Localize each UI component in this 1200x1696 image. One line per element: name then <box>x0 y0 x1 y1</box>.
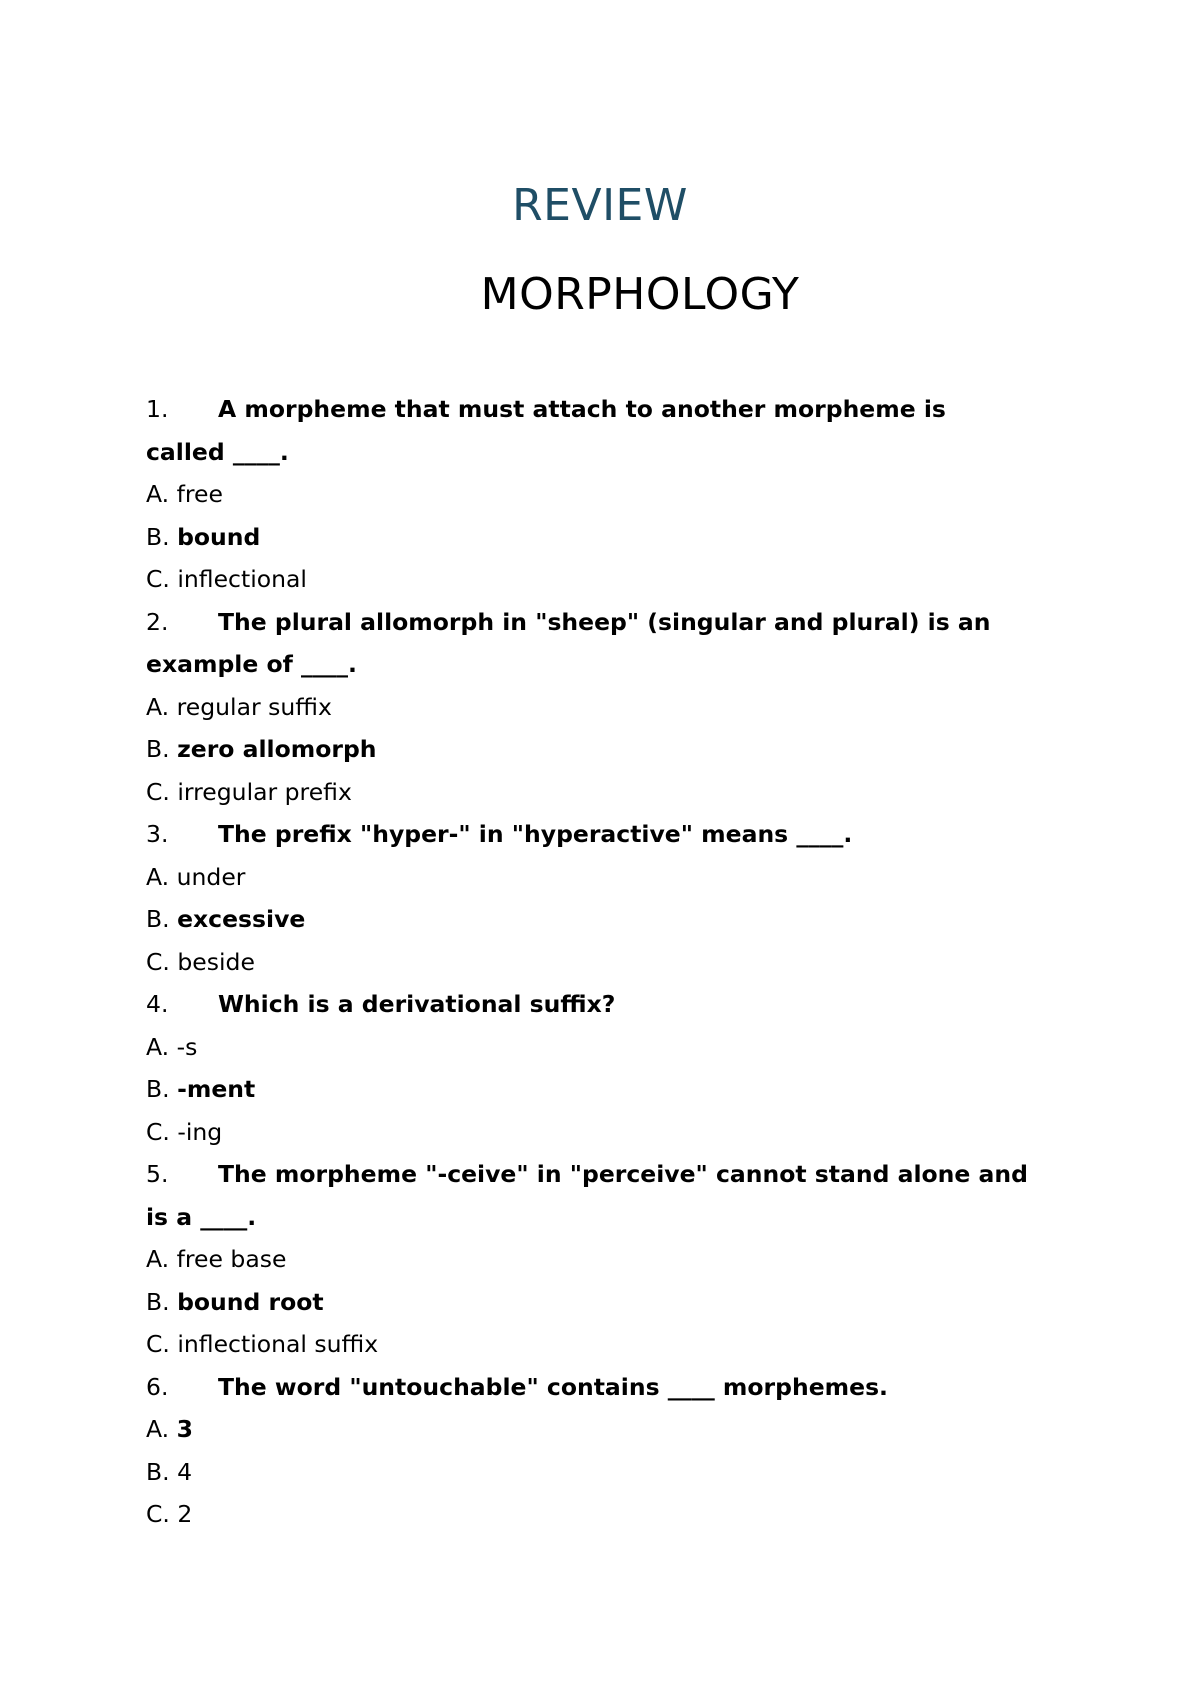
option-b <box>146 516 1076 559</box>
option-text: -ing <box>177 1117 223 1146</box>
option-a <box>146 473 1076 516</box>
option-text: free base <box>176 1245 287 1273</box>
option-text: inflectional suffix <box>177 1330 379 1358</box>
option-b <box>146 1068 1076 1111</box>
question-stem <box>146 813 1076 856</box>
question-2 <box>146 601 1076 814</box>
option-text: free <box>176 480 223 508</box>
option-c <box>146 1111 1076 1154</box>
option-text-correct: bound root <box>177 1287 324 1316</box>
option-c <box>146 1493 1076 1536</box>
option-a <box>146 686 1076 729</box>
question-stem <box>146 1153 1076 1196</box>
option-letter: B. <box>146 522 170 551</box>
question-1 <box>146 388 1076 601</box>
question-5 <box>146 1153 1076 1366</box>
option-text-correct: excessive <box>177 905 306 933</box>
option-letter: A. <box>146 1415 170 1443</box>
option-b <box>146 1281 1076 1324</box>
option-b <box>146 898 1076 941</box>
option-text: 4 <box>177 1457 193 1486</box>
option-letter: C. <box>146 565 170 593</box>
option-a <box>146 1026 1076 1069</box>
option-letter: C. <box>146 1117 170 1146</box>
question-stem-line-2: is a ____. <box>146 1202 257 1231</box>
option-text: 2 <box>177 1500 193 1528</box>
option-c <box>146 558 1076 601</box>
option-text-correct: bound <box>177 522 261 551</box>
page-subtitle: MORPHOLOGY <box>480 269 800 320</box>
option-letter: B. <box>146 1457 170 1486</box>
option-text-correct: 3 <box>176 1415 193 1443</box>
option-letter: B. <box>146 735 170 763</box>
page-title: REVIEW <box>512 180 688 231</box>
option-letter: A. <box>146 480 170 508</box>
question-3 <box>146 813 1076 983</box>
question-stem-line-1: The word "untouchable" contains ____ morphemes. <box>218 1372 888 1401</box>
question-stem-line-2: called ____. <box>146 437 289 466</box>
question-list <box>146 388 1076 1536</box>
option-text-correct: zero allomorph <box>177 735 377 763</box>
option-c <box>146 1323 1076 1366</box>
question-4 <box>146 983 1076 1153</box>
option-letter: A. <box>146 692 170 721</box>
option-text-correct: -ment <box>177 1075 256 1103</box>
option-letter: B. <box>146 905 170 933</box>
option-letter: A. <box>146 1032 170 1061</box>
option-letter: C. <box>146 1330 170 1358</box>
question-number: 5. <box>146 1160 169 1188</box>
question-stem <box>146 983 1076 1026</box>
question-number: 6. <box>146 1372 169 1401</box>
question-6 <box>146 1366 1076 1536</box>
option-letter: C. <box>146 1500 170 1528</box>
option-letter: C. <box>146 777 170 806</box>
option-text: under <box>176 862 246 891</box>
option-b <box>146 728 1076 771</box>
option-text: inflectional <box>177 565 307 593</box>
option-letter: A. <box>146 862 170 891</box>
question-number: 4. <box>146 990 169 1018</box>
question-stem-line-1: The plural allomorph in "sheep" (singular and plural) is an <box>218 607 991 636</box>
question-number: 1. <box>146 395 169 423</box>
option-b <box>146 1451 1076 1494</box>
question-number: 2. <box>146 607 169 636</box>
option-letter: C. <box>146 947 170 976</box>
option-a <box>146 856 1076 899</box>
question-stem <box>146 601 1076 644</box>
option-letter: B. <box>146 1287 170 1316</box>
option-c <box>146 771 1076 814</box>
question-stem-line-2: example of ____. <box>146 650 357 678</box>
option-c <box>146 941 1076 984</box>
option-letter: A. <box>146 1245 170 1273</box>
question-stem-line-1: The morpheme "-ceive" in "perceive" cannot stand alone and <box>218 1160 1028 1188</box>
option-a <box>146 1408 1076 1451</box>
question-stem-line-1: A morpheme that must attach to another morpheme is <box>218 395 946 423</box>
question-stem <box>146 1366 1076 1409</box>
option-letter: B. <box>146 1075 170 1103</box>
question-stem-line-1: The prefix "hyper-" in "hyperactive" means ____. <box>218 820 853 848</box>
option-text: irregular prefix <box>177 777 352 806</box>
option-text: beside <box>177 947 255 976</box>
option-text: -s <box>176 1032 198 1061</box>
option-text: regular suffix <box>176 692 332 721</box>
question-number: 3. <box>146 820 169 848</box>
question-stem <box>146 388 1076 431</box>
question-stem-line-1: Which is a derivational suffix? <box>218 990 616 1018</box>
option-a <box>146 1238 1076 1281</box>
